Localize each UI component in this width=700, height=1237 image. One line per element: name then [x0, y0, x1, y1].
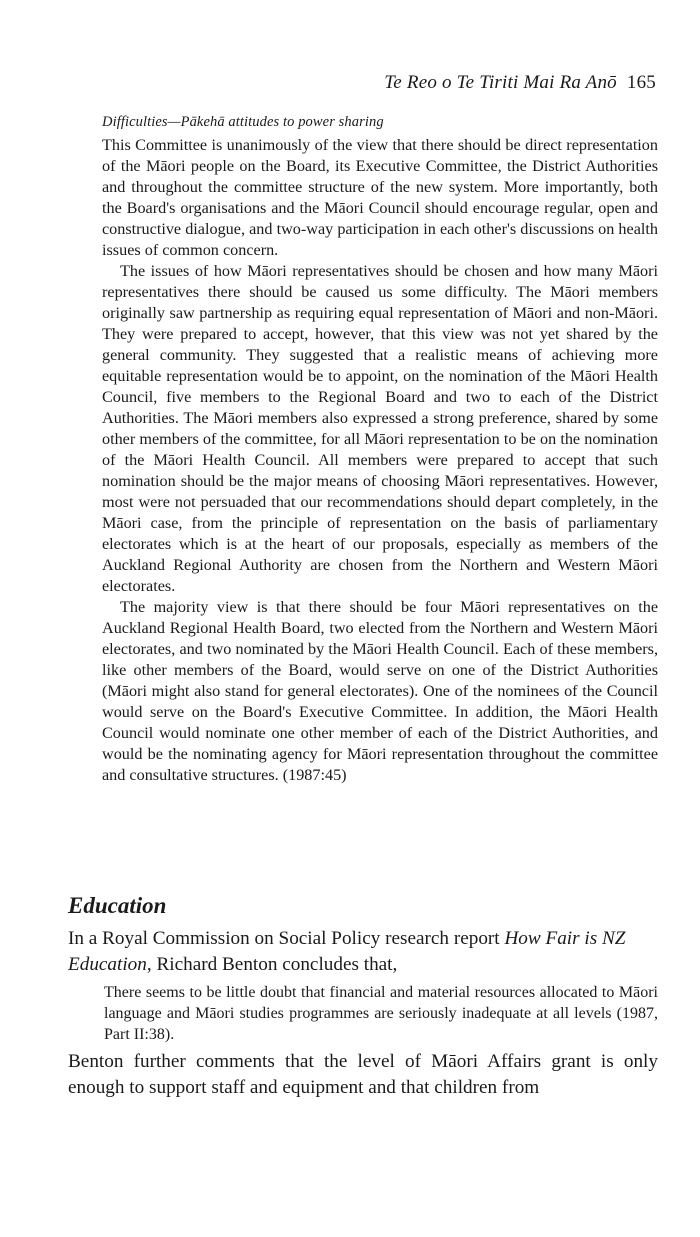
quoted-paragraph-1: This Committee is unanimously of the view that there should be direct representation of the Māori people on the Board, its Executive Committee, the District Authorities and throughout the committee structure of the new system. More importantly, both the Board's organisations and the Māori Council should encourage regular, open and constructive dialogue, and two-way participation in each other's discussions on health issues of common concern.	[102, 136, 658, 259]
running-head-title: Te Reo o Te Tiriti Mai Ra Anō	[384, 72, 617, 93]
education-continuation: Benton further comments that the level of Māori Affairs grant is only enough to support staff and equipment and that children from	[68, 1051, 658, 1098]
quoted-paragraph-3: The majority view is that there should be four Māori representatives on the Auckland Regional Health Board, two elected from the Northern and Western Māori electorates, and two nominated by the Māori Health Council. Each of these members, like other members of the Board, would serve on one of the District Authorities (Māori might also stand for general electorates). One of the nominees of the Council would serve on the Board's Executive Committee. In addition, the Māori Health Council would nominate one other member of each of the District Authorities, and would be the nominating agency for Māori representation throughout the committee and consultative structures. (1987:45)	[102, 598, 658, 784]
education-intro-before: In a Royal Commission on Social Policy research report	[68, 928, 505, 949]
education-intro	[68, 926, 658, 978]
education-section	[68, 892, 658, 1101]
page-number: 165	[626, 72, 656, 93]
section-heading-education: Education	[68, 893, 167, 918]
report-title: How Fair is NZ Education	[68, 928, 626, 975]
quoted-paragraph-2: The issues of how Māori representatives should be chosen and how many Māori representatives there should be caused us some difficulty. The Māori members originally saw partnership as requiring equal representation of Māori and non-Māori. They were prepared to accept, however, that this view was not yet shared by the general community. They suggested that a realistic means of achieving more equitable representation would be to appoint, on the nomination of the Māori Health Council, five members to the Regional Board and two to each of the District Authorities. The Māori members also expressed a strong preference, shared by some other members of the committee, for all Māori representation to be on the nomination of the Māori Health Council. All members were prepared to accept that such nomination should be the major means of choosing Māori representatives. However, most were not persuaded that our recommendations should depart completely, in the Māori case, from the principle of representation on the basis of parliamentary electorates which is at the heart of our proposals, especially as members of the Auckland Regional Authority are chosen from the Northern and Western Māori electorates.	[102, 262, 658, 595]
education-intro-after: , Richard Benton concludes that,	[146, 954, 398, 975]
quoted-subheading: Difficulties—Pākehā attitudes to power sharing	[102, 114, 384, 130]
running-head	[384, 72, 656, 94]
benton-quote: There seems to be little doubt that financial and material resources allocated to Māori language and Māori studies programmes are seriously inadequate at all levels (1987, Part II:38).	[104, 984, 658, 1043]
quoted-block	[102, 114, 658, 786]
